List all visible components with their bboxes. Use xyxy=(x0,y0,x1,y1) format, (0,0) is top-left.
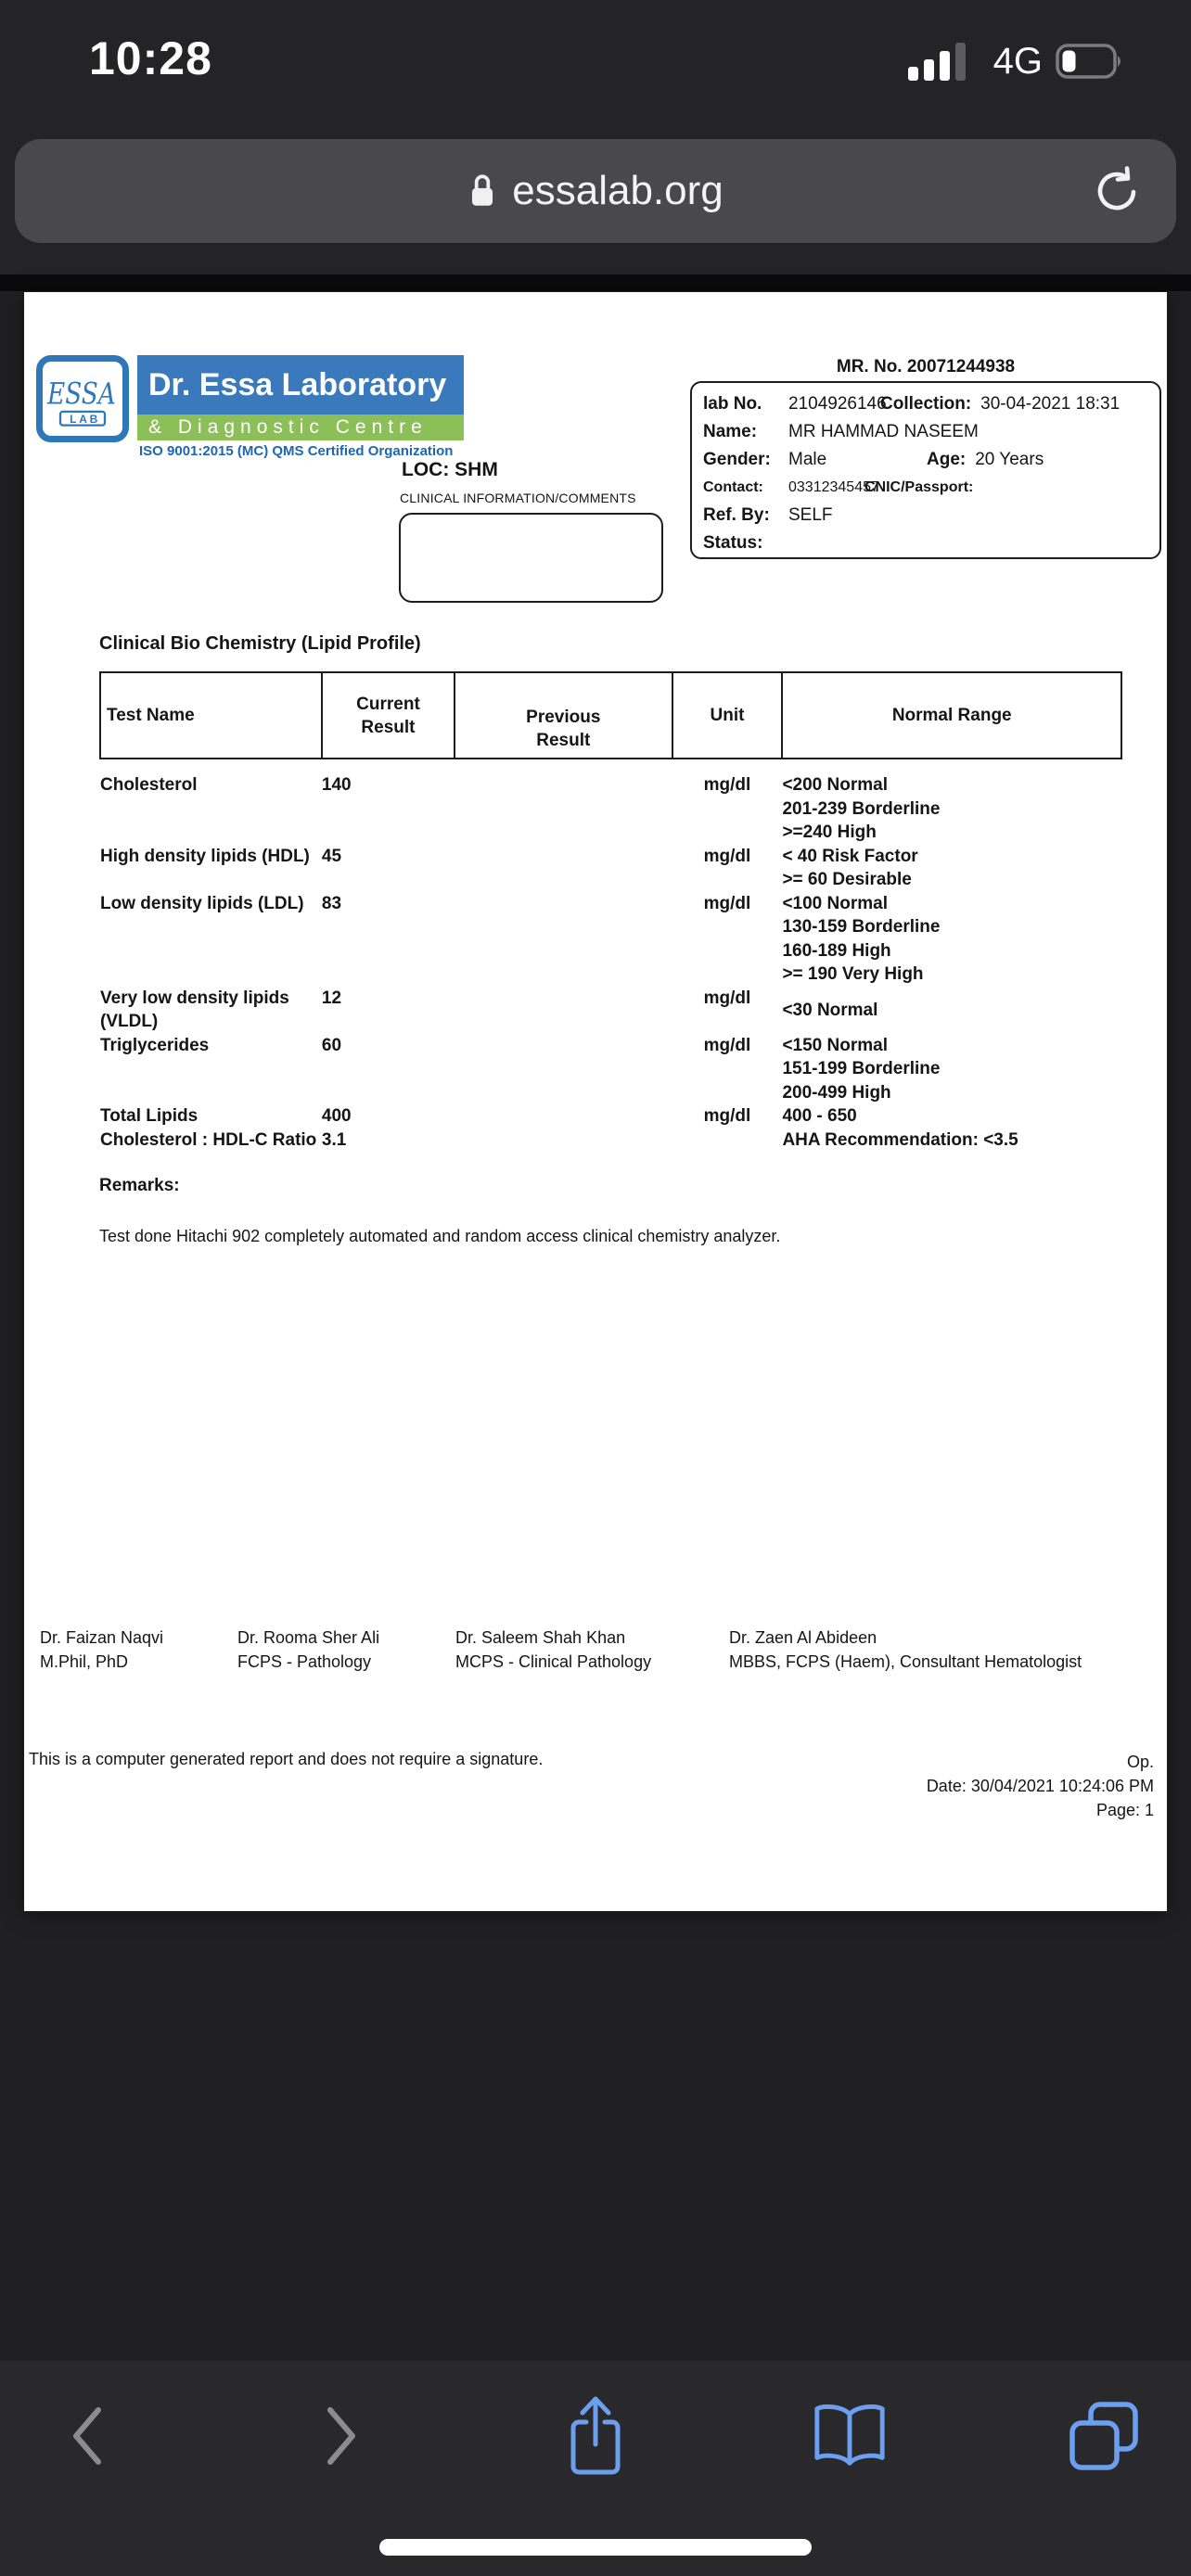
svg-text:LAB: LAB xyxy=(70,412,101,426)
clinical-info-label: CLINICAL INFORMATION/COMMENTS xyxy=(400,491,636,505)
cell-current: 400 xyxy=(321,1106,352,1126)
doctor-signature: Dr. Saleem Shah Khan MCPS - Clinical Pathology xyxy=(455,1628,652,1671)
iso-certification: ISO 9001:2015 (MC) QMS Certified Organization xyxy=(139,443,454,459)
cell-previous xyxy=(455,1129,672,1153)
cell-previous xyxy=(455,892,672,987)
patient-name-value: MR HAMMAD NASEEM xyxy=(788,422,979,441)
patient-row-labno: lab No. 2104926146 Collection: 30-04-2021 18:31 xyxy=(703,390,1148,418)
cell-unit: mg/dl xyxy=(703,1035,751,1055)
cell-previous xyxy=(455,987,672,1034)
results-table xyxy=(99,671,1122,1152)
cell-normal-range: <200 Normal 201-239 Borderline >=240 High xyxy=(782,775,941,842)
table-row xyxy=(100,987,1121,1034)
bookmarks-button[interactable] xyxy=(788,2385,911,2487)
table-header-row xyxy=(100,672,1121,759)
cell-normal-range: < 40 Risk Factor >= 60 Desirable xyxy=(782,846,918,889)
cell-current: 60 xyxy=(321,1035,342,1055)
cell-normal-range: <30 Normal xyxy=(782,1000,878,1020)
lab-report-document xyxy=(24,292,1167,1911)
clinical-comments-box xyxy=(399,513,663,603)
report-date: Date: 30/04/2021 10:24:06 PM xyxy=(926,1777,1154,1795)
table-row xyxy=(100,845,1121,892)
header-test-name: Test Name xyxy=(100,672,322,759)
chevron-left-icon xyxy=(67,2404,108,2468)
cell-test: Cholesterol : HDL-C Ratio xyxy=(100,1129,317,1150)
patient-row-gender: Gender: Male Age: 20 Years xyxy=(703,446,1148,474)
cell-current: 45 xyxy=(321,846,342,866)
battery-icon xyxy=(1056,43,1124,80)
reload-button[interactable] xyxy=(1089,161,1145,221)
chevron-right-icon xyxy=(321,2404,362,2468)
cell-normal-range: 400 - 650 xyxy=(782,1106,857,1126)
lock-icon xyxy=(467,172,497,210)
tabs-button[interactable] xyxy=(1043,2385,1165,2487)
cell-current: 12 xyxy=(321,988,342,1008)
gender-value: Male xyxy=(788,450,827,469)
table-row xyxy=(100,1129,1121,1153)
cell-normal-range: <150 Normal 151-199 Borderline 200-499 High xyxy=(782,1035,941,1103)
cell-previous xyxy=(455,759,672,845)
remarks-block xyxy=(99,1176,780,1246)
cell-test: Cholesterol xyxy=(100,775,198,795)
address-bar[interactable] xyxy=(15,139,1176,243)
refby-value: SELF xyxy=(788,505,833,525)
table-row xyxy=(100,1104,1121,1129)
cell-test: Low density lipids (LDL) xyxy=(100,893,304,913)
cell-normal-range: AHA Recommendation: <3.5 xyxy=(782,1129,1018,1150)
share-icon xyxy=(564,2392,627,2480)
status-indicators xyxy=(908,39,1124,83)
cell-unit: mg/dl xyxy=(703,1106,751,1126)
cell-unit: mg/dl xyxy=(703,893,751,913)
forward-button[interactable] xyxy=(280,2385,403,2487)
results-section xyxy=(99,633,1122,1152)
doctor-signature: Dr. Faizan Naqvi M.Phil, PhD xyxy=(40,1628,164,1671)
lab-subtitle: & Diagnostic Centre xyxy=(137,414,464,440)
cell-current: 140 xyxy=(321,775,352,795)
status-time: 10:28 xyxy=(89,32,212,84)
cell-current: 3.1 xyxy=(321,1129,347,1150)
cell-unit: mg/dl xyxy=(703,775,751,795)
table-row xyxy=(100,1034,1121,1105)
cell-previous xyxy=(455,1104,672,1129)
cell-test: Triglycerides xyxy=(100,1035,210,1055)
lab-banner xyxy=(137,355,464,440)
report-meta xyxy=(927,1750,1154,1822)
back-button[interactable] xyxy=(26,2385,148,2487)
cell-unit xyxy=(672,1129,783,1153)
book-icon xyxy=(810,2401,890,2471)
mr-number: MR. No. 20071244938 xyxy=(836,357,1016,376)
cell-unit: mg/dl xyxy=(703,988,751,1008)
operator-line: Op. xyxy=(1126,1753,1154,1771)
share-button[interactable] xyxy=(534,2385,657,2487)
section-title: Clinical Bio Chemistry (Lipid Profile) xyxy=(99,633,421,654)
doctor-signature: Dr. Zaen Al Abideen MBBS, FCPS (Haem), Consultant Hematologist xyxy=(729,1628,1082,1671)
header-previous-result: Previous Result xyxy=(455,672,672,759)
tabs-icon xyxy=(1067,2399,1141,2473)
cell-test: Total Lipids xyxy=(100,1106,198,1126)
patient-info-box xyxy=(690,381,1161,559)
essa-logo-text: ESSA xyxy=(47,376,116,412)
patient-row-refby: Ref. By: SELF xyxy=(703,502,1148,529)
doctors-row xyxy=(40,1626,1158,1681)
patient-row-contact: Contact: 03312345457 CNIC/Passport: xyxy=(703,474,1148,502)
cell-normal-range: <100 Normal 130-159 Borderline 160-189 High >= 190 Very High xyxy=(782,893,941,984)
remarks-text: Test done Hitachi 902 completely automated and random access clinical chemistry analyzer. xyxy=(99,1227,781,1245)
essa-logo xyxy=(36,355,129,442)
signal-strength-icon xyxy=(908,39,980,83)
lab-title: Dr. Essa Laboratory xyxy=(137,355,464,414)
doctor-signature: Dr. Rooma Sher Ali FCPS - Pathology xyxy=(237,1628,380,1671)
computer-generated-note: This is a computer generated report and does not require a signature. xyxy=(29,1750,544,1768)
location-code: LOC: SHM xyxy=(402,459,498,480)
results-table-body xyxy=(100,759,1121,1152)
contact-value: 03312345457 xyxy=(788,479,879,495)
collection-value: 30-04-2021 18:31 xyxy=(980,394,1121,414)
remarks-label: Remarks: xyxy=(99,1176,180,1195)
cell-current: 83 xyxy=(321,893,342,913)
patient-row-name: Name: MR HAMMAD NASEEM xyxy=(703,418,1148,446)
header-current-result: Current Result xyxy=(322,672,455,759)
age-value: 20 Years xyxy=(975,450,1044,469)
cell-previous xyxy=(455,845,672,892)
header-unit: Unit xyxy=(672,672,783,759)
lab-no-value: 2104926146 xyxy=(788,394,887,414)
browser-top-chrome xyxy=(0,0,1191,274)
cell-test: Very low density lipids (VLDL) xyxy=(100,988,289,1031)
cell-previous xyxy=(455,1034,672,1105)
page-top-divider xyxy=(0,274,1191,291)
cell-unit: mg/dl xyxy=(703,846,751,866)
report-page: Page: 1 xyxy=(1095,1801,1154,1819)
cell-test: High density lipids (HDL) xyxy=(100,846,310,866)
home-indicator[interactable] xyxy=(379,2539,812,2556)
network-type-label: 4G xyxy=(992,40,1043,82)
header-normal-range: Normal Range xyxy=(782,672,1121,759)
url-text: essalab.org xyxy=(512,168,724,213)
patient-row-status: Status: xyxy=(703,533,763,553)
table-row xyxy=(100,759,1121,845)
table-row xyxy=(100,892,1121,987)
